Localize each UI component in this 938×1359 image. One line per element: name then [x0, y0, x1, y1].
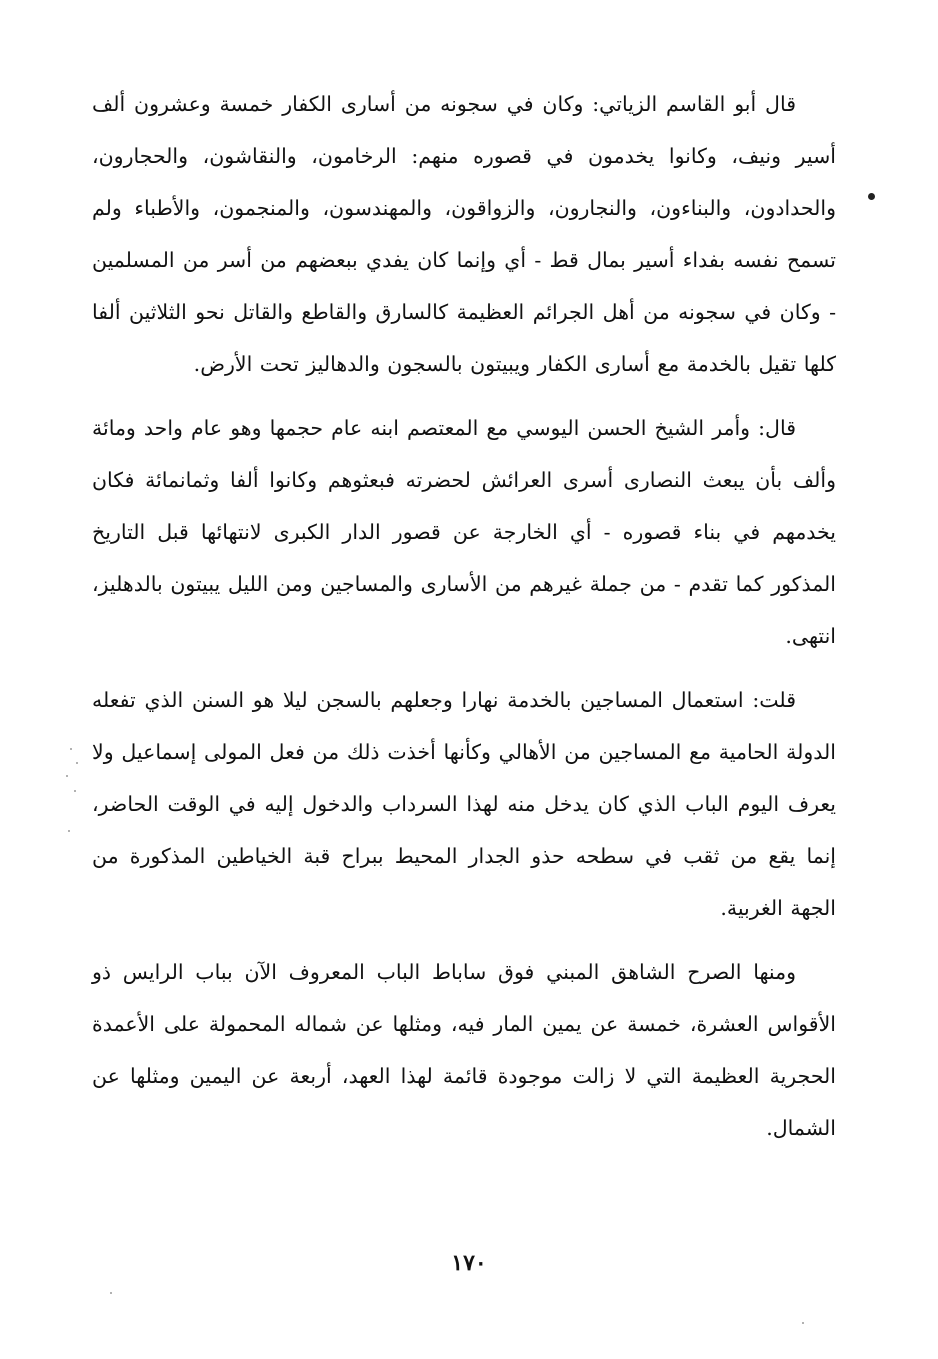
paragraph-1: قال أبو القاسم الزياتي: وكان في سجونه من أسارى الكفار خمسة وعشرون ألف أسير ونيف، وكانوا يخدمون في قصوره منهم: الرخامون، والنقاشون، والحجارون، والحدادون، والبناءون، والنجارون، والزواقون، والمهندسون، والمنجمون، والأطباء ولم تسمح نفسه بفداء أسير بمال قط - أي وإنما كان يفدي ببعضهم من أسر من المسلمين - وكان في سجونه من أهل الجرائم العظيمة كالسارق والقاطع والقاتل نحو الثلاثين ألفا كلها تقيل بالخدمة مع أسارى الكفار ويبيتون بالسجون والدهاليز تحت الأرض.: [92, 92, 836, 376]
scan-speck: [74, 790, 76, 792]
scan-speck: [70, 748, 72, 750]
scan-speck: [68, 830, 70, 832]
paragraph-4: ومنها الصرح الشاهق المبني فوق ساباط الباب المعروف الآن بباب الرايس ذو الأقواس العشرة، خمسة عن يمين المار فيه، ومثلها عن شماله المحمولة على الأعمدة الحجرية العظيمة التي لا زالت موجودة قائمة لهذا العهد، أربعة عن اليمين ومثلها عن الشمال.: [92, 960, 836, 1140]
margin-dot-mark: [868, 193, 875, 200]
scan-speck: [110, 1292, 112, 1294]
paragraph-3: قلت: استعمال المساجين بالخدمة نهارا وجعلهم بالسجن ليلا هو السنن الذي تفعله الدولة الحامية مع المساجين من الأهالي وكأنها أخذت ذلك من فعل المولى إسماعيل ولا يعرف اليوم الباب الذي كان يدخل منه لهذا السرداب والدخول إليه في الوقت الحاضر، إنما يقع من ثقب في سطحه حذو الجدار المحيط ببراح قبة الخياطين المذكورة من الجهة الغربية.: [92, 688, 836, 920]
scan-speck: [802, 1322, 804, 1324]
scan-speck: [76, 762, 78, 764]
scan-speck: [66, 775, 68, 777]
body-text: [92, 78, 836, 1154]
page-number: ١٧٠: [451, 1250, 487, 1276]
paragraph-2: قال: وأمر الشيخ الحسن اليوسي مع المعتصم ابنه عام حجمها وهو عام واحد ومائة وألف بأن يبعث النصارى أسرى العرائش لحضرته فبعثوهم وكانوا ألفا وثمانمائة فكان يخدمهم في بناء قصوره - أي الخارجة عن قصور الدار الكبرى لانتهائها قبل التاريخ المذكور كما تقدم - من جملة غيرهم من الأسارى والمساجين ومن الليل يبيتون بالدهليز، انتهى.: [92, 416, 836, 648]
